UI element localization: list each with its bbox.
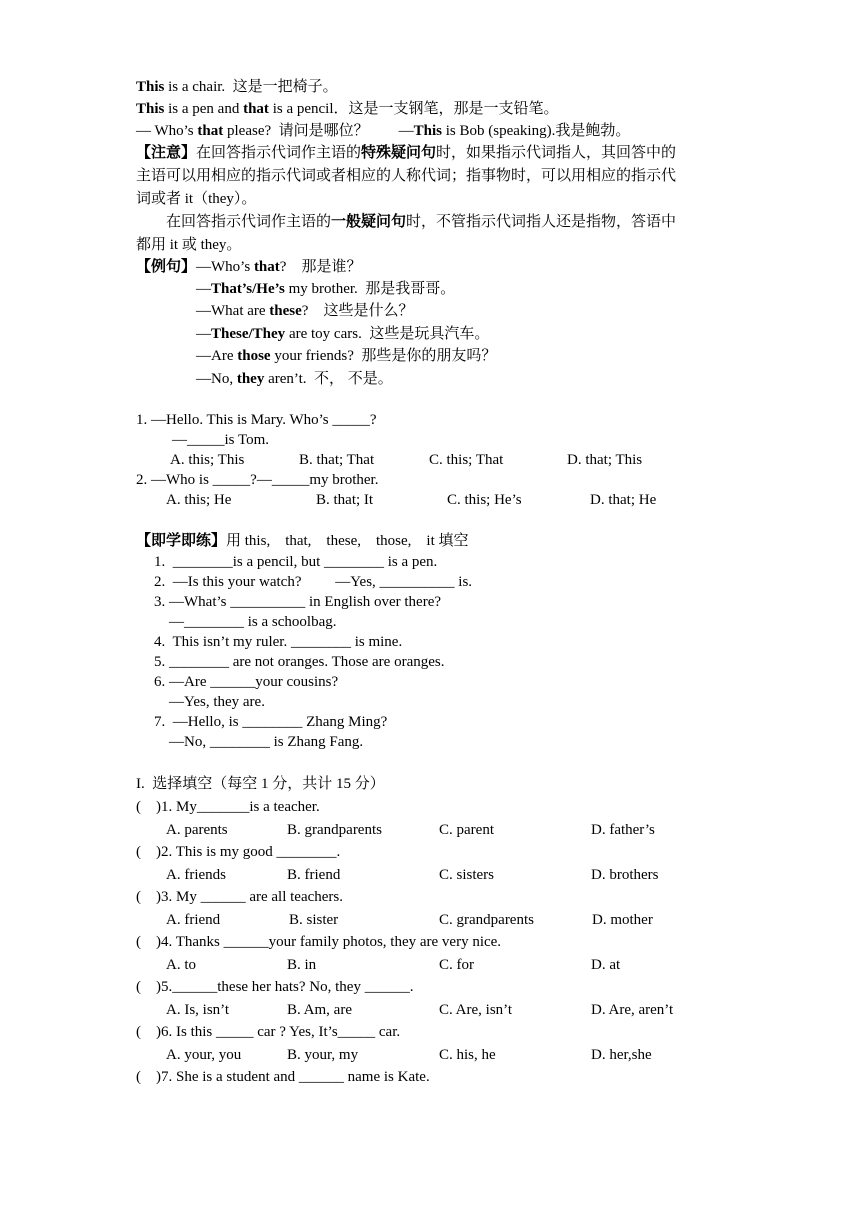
text: aren’t. 不， 不是。 (264, 371, 393, 387)
text: is a pen and (164, 101, 244, 117)
text: are toy cars. 这些是玩具汽车。 (285, 326, 490, 342)
mc-q6: ( )6. Is this _____ car ? Yes, It’s_____ car. (136, 1024, 401, 1040)
practice-q1: 1. —Hello. This is Mary. Who’s _____? (136, 412, 377, 428)
text: my brother. 那是我哥哥。 (284, 281, 456, 297)
bold-word: that (197, 123, 224, 139)
practice-q1-opt-c: C. this; That (429, 452, 504, 468)
text: please? 请问是哪位？ — (223, 123, 414, 139)
drill-item-7b: —No, ________ is Zhang Fang. (154, 734, 364, 750)
drill-item-6b: —Yes, they are. (154, 694, 265, 710)
practice-q2-opt-b: B. that; It (316, 492, 374, 508)
text: — (196, 281, 211, 297)
text: ? 这些是什么？ (301, 303, 414, 319)
mc-q5-opt-d: D. Are, aren’t (591, 1002, 674, 1018)
note-line-3: 词或者 it（they）。 (136, 191, 257, 207)
mc-q4: ( )4. Thanks ______your family photos, they are very nice. (136, 934, 502, 950)
intro-line-1 (136, 77, 338, 97)
mc-q7: ( )7. She is a student and ______ name is Kate. (136, 1069, 430, 1085)
mc-q3-opt-b: B. sister (289, 912, 339, 928)
drill-item-3: 3. —What’s __________ in English over there? (154, 594, 442, 610)
mc-q2-opt-b: B. friend (287, 867, 341, 883)
text: 时，如果指示代词指人，其回答中的 (436, 145, 677, 161)
drill-item-7: 7. —Hello, is ________ Zhang Ming? (154, 714, 388, 730)
text: your friends? 那些是你的朋友吗？ (270, 348, 497, 364)
text: is Bob (speaking).我是鲍勃。 (442, 123, 631, 139)
note-line-2: 主语可以用相应的指示代词或者相应的人称代词；指事物时，可以用相应的指示代 (136, 168, 677, 184)
bold-word: 特殊疑问句 (361, 145, 437, 161)
mc-q3-opt-a: A. friend (166, 912, 221, 928)
drill-item-1: 1. ________is a pencil, but ________ is a pen. (154, 554, 438, 570)
drill-item-2: 2. —Is this your watch? —Yes, __________ is. (154, 574, 473, 590)
mc-q1-opt-b: B. grandparents (287, 822, 382, 838)
practice-q1-opt-b: B. that; That (299, 452, 375, 468)
drill-tag: 【即学即练】 (136, 533, 227, 549)
practice-q1-opt-a: A. this; This (170, 452, 245, 468)
practice-q2-opt-a: A. this; He (166, 492, 232, 508)
text: —Are (196, 348, 238, 364)
mc-q2: ( )2. This is my good ________. (136, 844, 341, 860)
text: — Who’s (136, 123, 198, 139)
mc-q3-opt-c: C. grandparents (439, 912, 534, 928)
example-line-1 (136, 257, 361, 277)
text: ? 那是谁？ (279, 259, 362, 275)
note-line-4 (166, 212, 676, 232)
bold-word: This (136, 79, 165, 95)
drill-item-6: 6. —Are ______your cousins? (154, 674, 339, 690)
mc-q6-opt-d: D. her,she (591, 1047, 652, 1063)
bold-word: they (236, 371, 265, 387)
mc-q1-opt-a: A. parents (166, 822, 228, 838)
mc-q2-opt-a: A. friends (166, 867, 226, 883)
mc-q4-opt-b: B. in (287, 957, 317, 973)
bold-word: that (243, 101, 269, 117)
text: is a pencil．这是一支钢笔，那是一支铅笔。 (268, 101, 559, 117)
mc-q6-opt-c: C. his, he (439, 1047, 496, 1063)
mc-q1-opt-d: D. father’s (591, 822, 655, 838)
bold-word: these (269, 303, 302, 319)
bold-word: those (237, 348, 271, 364)
practice-q2-opt-d: D. that; He (590, 492, 657, 508)
intro-line-3 (136, 121, 630, 141)
drill-item-5: 5. ________ are not oranges. Those are oranges. (154, 654, 445, 670)
text: —No, (196, 371, 237, 387)
section-title: I. 选择填空（每空 1 分，共计 15 分） (136, 776, 385, 792)
text: is a chair. 这是一把椅子。 (164, 79, 338, 95)
mc-q5-opt-b: B. Am, are (287, 1002, 352, 1018)
mc-q5-opt-c: C. Are, isn’t (439, 1002, 513, 1018)
bold-word: This (136, 101, 165, 117)
intro-line-2 (136, 99, 559, 119)
mc-q6-opt-b: B. your, my (287, 1047, 359, 1063)
text: 在回答指示代词作主语的 (196, 145, 362, 161)
practice-q2: 2. —Who is _____?—_____my brother. (136, 472, 379, 488)
mc-q1: ( )1. My_______is a teacher. (136, 799, 320, 815)
mc-q2-opt-c: C. sisters (439, 867, 495, 883)
mc-q4-opt-c: C. for (439, 957, 474, 973)
example-line-2 (196, 279, 455, 299)
text: — (196, 326, 211, 342)
practice-q1-answer: —_____is Tom. (172, 432, 270, 448)
mc-q3: ( )3. My ______ are all teachers. (136, 889, 344, 905)
drill-heading (136, 531, 469, 551)
text: 在回答指示代词作主语的 (166, 214, 332, 230)
mc-q6-opt-a: A. your, you (166, 1047, 242, 1063)
practice-q1-opt-d: D. that; This (567, 452, 643, 468)
note-line-1 (136, 143, 676, 163)
practice-q2-opt-c: C. this; He’s (447, 492, 522, 508)
bold-word: These/They (211, 326, 286, 342)
mc-q3-opt-d: D. mother (592, 912, 653, 928)
drill-item-3b: —________ is a schoolbag. (154, 614, 337, 630)
bold-word: that (253, 259, 280, 275)
example-line-4 (196, 324, 489, 344)
text: 用 this, that, these, those, it 填空 (226, 533, 469, 549)
mc-q5: ( )5.______these her hats? No, they ______. (136, 979, 414, 995)
bold-word: This (413, 123, 442, 139)
bold-word: 一般疑问句 (331, 214, 407, 230)
example-line-5 (196, 346, 496, 366)
text: —Who’s (196, 259, 254, 275)
example-tag: 【例句】 (136, 259, 197, 275)
mc-q5-opt-a: A. Is, isn’t (166, 1002, 230, 1018)
bold-word: That’s/He’s (211, 281, 285, 297)
example-line-3 (196, 301, 413, 321)
mc-q4-opt-a: A. to (166, 957, 196, 973)
drill-item-4: 4. This isn’t my ruler. ________ is mine. (154, 634, 403, 650)
mc-q2-opt-d: D. brothers (591, 867, 659, 883)
text: —What are (196, 303, 270, 319)
note-tag: 【注意】 (136, 145, 197, 161)
mc-q4-opt-d: D. at (591, 957, 621, 973)
text: 时，不管指示代词指人还是指物，答语中 (406, 214, 677, 230)
note-line-5: 都用 it 或 they。 (136, 237, 242, 253)
example-line-6 (196, 369, 393, 389)
mc-q1-opt-c: C. parent (439, 822, 494, 838)
